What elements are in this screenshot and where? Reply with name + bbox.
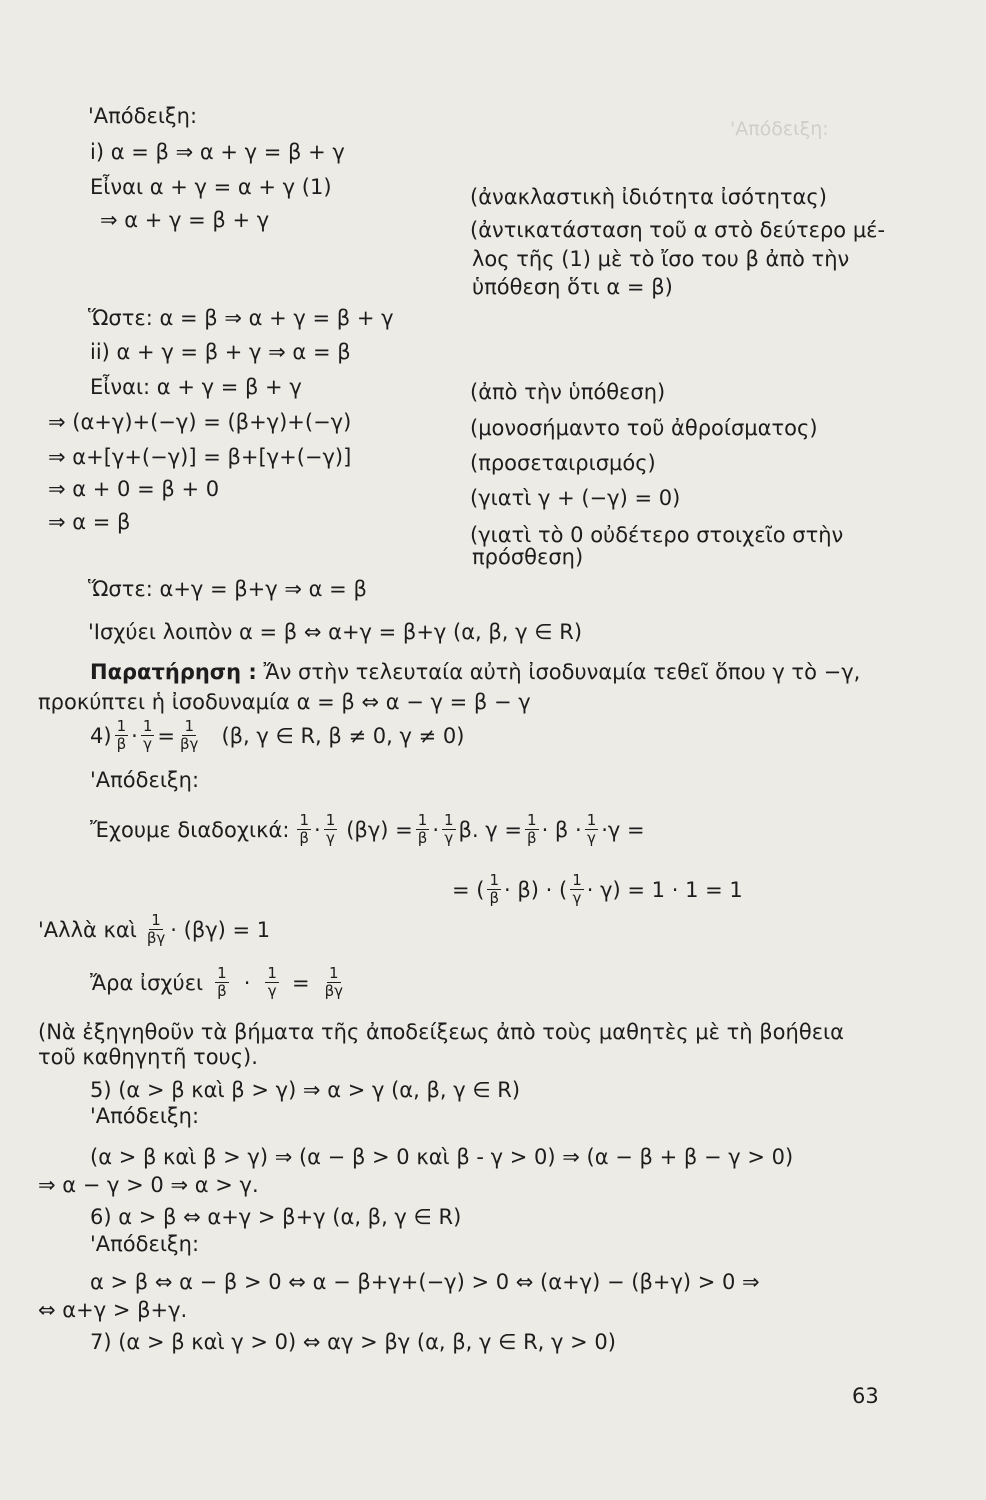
result-open: = (	[452, 877, 485, 902]
alla-tail: · (βγ) = 1	[170, 917, 271, 942]
line-5-p2: ⇒ α − γ > 0 ⇒ α > γ.	[38, 1173, 259, 1197]
fraction-1-beta: $\frac{1}{\beta}$	[527, 811, 537, 847]
fraction-1-gamma: $\frac{1}{\gamma}$	[325, 811, 336, 847]
explain-line-2: τοῦ καθηγητῆ τους).	[38, 1045, 258, 1069]
statement-7: 7) (α > β καὶ γ > 0) ⇔ αγ > βγ (α, β, γ ∈ R, γ > 0)	[90, 1330, 616, 1354]
fraction-1-gamma: $\frac{1}{\gamma}$	[267, 964, 277, 1000]
statement-4	[90, 718, 464, 753]
step-d: ·γ =	[601, 817, 645, 842]
line-isxyei: 'Ισχύει λοιπὸν α = β ⇔ α+γ = β+γ (α, β, γ ∈ R)	[88, 620, 583, 644]
page-number: 63	[852, 1384, 879, 1408]
alla-label: 'Αλλὰ καὶ	[38, 917, 137, 942]
dot: ·	[243, 970, 251, 995]
proof-4-heading: 'Απόδειξη:	[90, 768, 200, 792]
statement-i: i) α = β ⇒ α + γ = β + γ	[90, 140, 345, 164]
fraction-1-gamma: $\frac{1}{\gamma}$	[586, 811, 597, 847]
statement-6: 6) α > β ⇔ α+γ > β+γ (α, β, γ ∈ R)	[90, 1205, 462, 1229]
fraction-1-beta: $\frac{1}{\beta}$	[489, 871, 500, 907]
dot: ·	[314, 817, 321, 842]
fraction-1-beta: $\frac{1}{\beta}$	[417, 811, 428, 847]
note-uniqueness: (μονοσήμαντο τοῦ ἀθροίσματος)	[470, 416, 818, 440]
fraction-1-gamma: $\frac{1}{\gamma}$	[142, 717, 153, 753]
paren-betagamma: (βγ) =	[346, 817, 413, 842]
line-hoste-2: Ὥστε: α+γ = β+γ ⇒ α = β	[88, 577, 367, 601]
line-exoume	[90, 812, 645, 847]
note-neutral-a: (γιατὶ τὸ 0 οὐδέτερο στοιχεῖο στὴν	[470, 523, 844, 547]
fraction-1-gamma: $\frac{1}{\gamma}$	[572, 871, 582, 907]
bleed-through-text: 'Απόδειξη:	[730, 118, 829, 140]
proof-5-heading: 'Απόδειξη:	[90, 1104, 200, 1128]
note-inverse: (γιατὶ γ + (−γ) = 0)	[470, 486, 681, 510]
fraction-1-betagamma: $\frac{1}{\beta\gamma}$	[324, 964, 344, 1000]
note-hypothesis: (ἀπὸ τὴν ὑπόθεση)	[470, 380, 666, 404]
line-ara	[90, 965, 348, 1000]
fraction-1-betagamma: $\frac{1}{\beta\gamma}$	[146, 911, 166, 947]
dot: ·	[432, 817, 439, 842]
remark-text: Ἄν στὴν τελευταία αὐτὴ ἰσοδυναμία τεθεῖ ὅπου γ τὸ −γ,	[256, 660, 861, 684]
line-step-4: ⇒ α = β	[48, 510, 131, 534]
fraction-1-beta: $\frac{1}{\beta}$	[217, 964, 227, 1000]
line-5-p1: (α > β καὶ β > γ) ⇒ (α − β > 0 καὶ β - γ > 0) ⇒ (α − β + β − γ > 0)	[90, 1145, 794, 1169]
line-alla	[38, 912, 270, 947]
item-4-label: 4)	[90, 723, 112, 748]
line-result	[452, 872, 743, 907]
note-substitution-b: λος τῆς (1) μὲ τὸ ἴσο του β ἀπὸ τὴν	[472, 247, 850, 271]
ara-label: Ἄρα ἰσχύει	[90, 970, 204, 995]
line-6-p2: ⇔ α+γ > β+γ.	[38, 1298, 188, 1322]
note-associative: (προσεταιρισμός)	[470, 451, 656, 475]
line-step-3: ⇒ α + 0 = β + 0	[48, 477, 220, 501]
line-step-2: ⇒ α+[γ+(−γ)] = β+[γ+(−γ)]	[48, 445, 352, 469]
remark	[90, 660, 860, 684]
step-c: · β ·	[541, 817, 582, 842]
fraction-1-betagamma: $\frac{1}{\beta\gamma}$	[179, 717, 199, 753]
line-hoste-1: Ὥστε: α = β ⇒ α + γ = β + γ	[88, 306, 394, 330]
fraction-1-beta: $\frac{1}{\beta}$	[116, 717, 127, 753]
step-b: β. γ =	[458, 817, 522, 842]
proof-heading: 'Απόδειξη:	[88, 104, 198, 128]
line-implies-1: ⇒ α + γ = β + γ	[100, 208, 270, 232]
fraction-1-beta: $\frac{1}{\beta}$	[299, 811, 309, 847]
equals: =	[157, 723, 175, 748]
note-neutral-b: πρόσθεση)	[472, 545, 584, 569]
remark-label: Παρατήρηση :	[90, 660, 257, 684]
note-substitution-a: (ἀντικατάσταση τοῦ α στὸ δεύτερο μέ-	[470, 218, 886, 242]
note-substitution-c: ὑπόθεση ὅτι α = β)	[472, 275, 673, 299]
result-close: · γ) = 1 · 1 = 1	[586, 877, 743, 902]
remark-text-2: προκύπτει ἡ ἰσοδυναμία α = β ⇔ α − γ = β − γ	[38, 690, 531, 714]
line-einai-1: Εἶναι α + γ = α + γ (1)	[90, 175, 332, 199]
statement-ii: ii) α + γ = β + γ ⇒ α = β	[90, 340, 351, 364]
equals: =	[291, 970, 310, 995]
exoume-label: Ἔχουμε διαδοχικά:	[90, 817, 290, 842]
line-einai-2: Εἶναι: α + γ = β + γ	[90, 375, 302, 399]
proof-6-heading: 'Απόδειξη:	[90, 1232, 200, 1256]
result-mid: · β) · (	[504, 877, 568, 902]
line-6-p1: α > β ⇔ α − β > 0 ⇔ α − β+γ+(−γ) > 0 ⇔ (α+γ) − (β+γ) > 0 ⇒	[90, 1270, 760, 1294]
item-4-conditions: (β, γ ∈ R, β ≠ 0, γ ≠ 0)	[221, 723, 465, 748]
note-reflexive: (ἀνακλαστικὴ ἰδιότητα ἰσότητας)	[470, 185, 827, 209]
statement-5: 5) (α > β καὶ β > γ) ⇒ α > γ (α, β, γ ∈ R)	[90, 1078, 521, 1102]
fraction-1-gamma: $\frac{1}{\gamma}$	[444, 811, 454, 847]
explain-line-1: (Νὰ ἐξηγηθοῦν τὰ βήματα τῆς ἀποδείξεως ἀπὸ τοὺς μαθητὲς μὲ τὴ βοήθεια	[38, 1020, 844, 1044]
line-step-1: ⇒ (α+γ)+(−γ) = (β+γ)+(−γ)	[48, 410, 352, 434]
dot: ·	[131, 723, 138, 748]
